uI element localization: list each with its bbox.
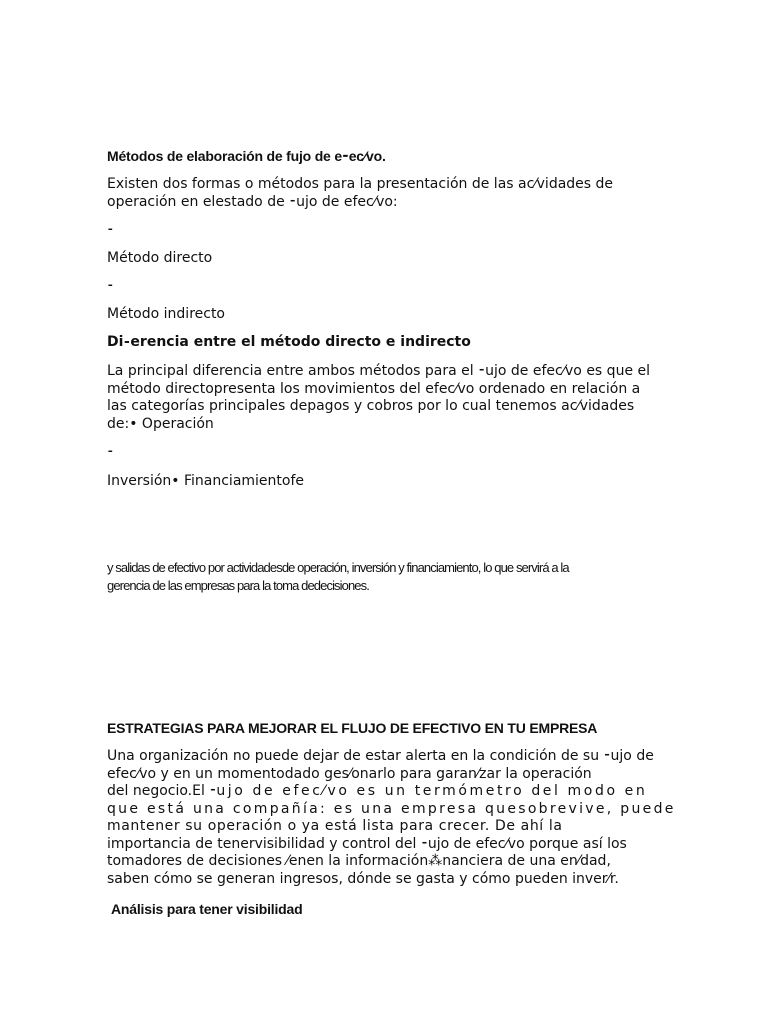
text-line: y salidas de efectivo por actividadesde operación, inversión y financiamiento, lo que servirá a la bbox=[107, 560, 569, 575]
bullet-glyph: ⁃ bbox=[107, 223, 114, 238]
text-line: gerencia de las empresas para la toma dedecisiones. bbox=[107, 578, 369, 593]
text-line: Una organización no puede dejar de estar alerta en la condición de su ⁃ujo de bbox=[107, 748, 654, 764]
section-title-diferencia: Di⁃erencia entre el método directo e indirecto bbox=[107, 334, 471, 350]
text-line: método directopresenta los movimientos del efec⁄vo ordenado en relación a bbox=[107, 380, 641, 397]
text-line: del negocio.El ⁃ujo de efec⁄vo es un termómetro del modo en bbox=[107, 783, 648, 799]
text-line: de:• Operación bbox=[107, 415, 214, 432]
text-line: operación en elestado de ⁃ujo de efec⁄vo: bbox=[107, 193, 398, 210]
method-direct-item: Método directo bbox=[107, 250, 213, 266]
text-line: saben cómo se generan ingresos, dónde se gasta y cómo pueden inver⁄r. bbox=[107, 870, 619, 887]
bullet-glyph: ⁃ bbox=[107, 279, 114, 294]
text-line: las categorías principales depagos y cobros por lo cual tenemos ac⁄vidades bbox=[107, 398, 635, 414]
text-line: tomadores de decisiones ⁄enen la información⁂nanciera de una en⁄dad, bbox=[107, 853, 611, 869]
text-line: que está una compañía: es una empresa quesobrevive, puede bbox=[107, 800, 676, 817]
text-line: La principal diferencia entre ambos métodos para el ⁃ujo de efec⁄vo es que el bbox=[107, 363, 651, 379]
strategies-paragraph bbox=[107, 748, 676, 888]
text-line: efec⁄vo y en un momentodado ges⁄onarlo para garan⁄zar la operación bbox=[107, 765, 592, 782]
method-indirect-item: Método indirecto bbox=[107, 306, 226, 322]
subtitle-analisis: Análisis para tener visibilidad bbox=[111, 901, 303, 917]
small-paragraph bbox=[107, 559, 667, 595]
text-line: mantener su operación o ya está lista para crecer. De ahí la bbox=[107, 818, 563, 834]
section-title-metodos: Métodos de elaboración de fujo de e⁃ec⁄vo. bbox=[107, 148, 386, 164]
section-title-estrategias: ESTRATEGIAS PARA MEJORAR EL FLUJO DE EFECTIVO EN TU EMPRESA bbox=[107, 720, 598, 736]
text-line: importancia de tenervisibilidad y control del ⁃ujo de efec⁄vo porque así los bbox=[107, 835, 627, 852]
activities-item: Inversión• Financiamientofe bbox=[107, 473, 305, 489]
bullet-glyph: ⁃ bbox=[107, 445, 114, 460]
difference-paragraph bbox=[107, 363, 667, 433]
intro-paragraph bbox=[107, 176, 667, 211]
text-line: Existen dos formas o métodos para la presentación de las ac⁄vidades de bbox=[107, 176, 614, 192]
